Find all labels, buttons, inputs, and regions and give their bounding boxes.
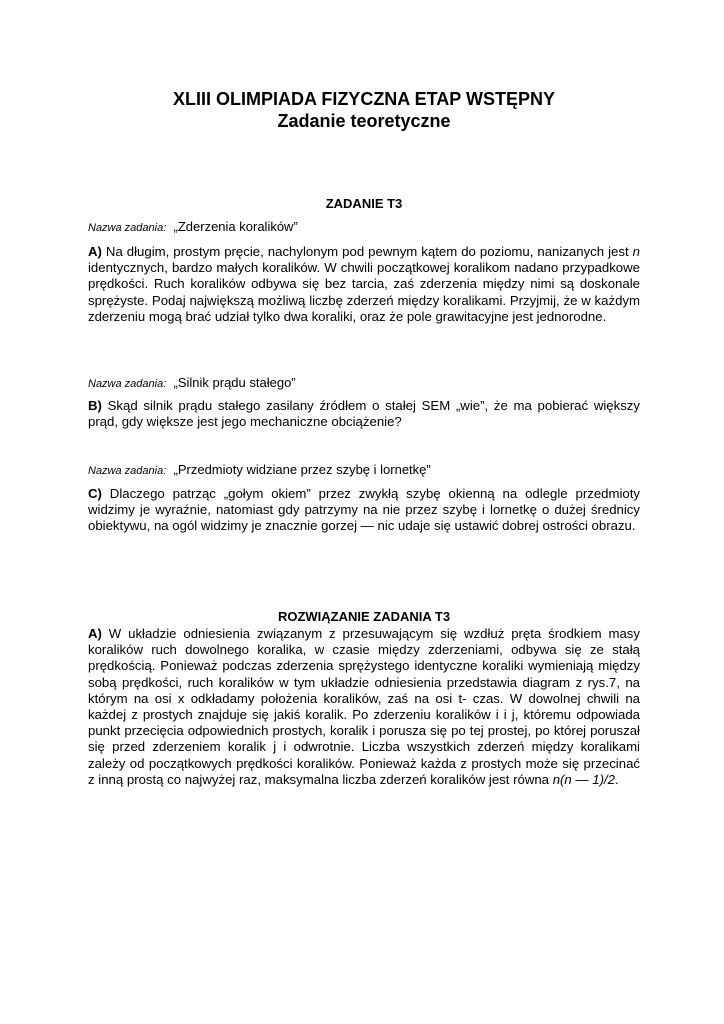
- task-text-b: [88, 398, 640, 430]
- task-name-value: „Zderzenia koralików”: [173, 219, 298, 234]
- task-name-value: „Przedmioty widziane przez szybę i lornetkę”: [173, 462, 431, 477]
- variable-n: n: [632, 244, 640, 259]
- title-line-1: XLIII OLIMPIADA FIZYCZNA ETAP WSTĘPNY: [172, 89, 555, 109]
- task-name-c: [88, 462, 640, 479]
- title-line-2: Zadanie teoretyczne: [277, 111, 451, 131]
- document-title: [88, 88, 640, 132]
- task-text-a: [88, 244, 640, 325]
- task-name-label: Nazwa zadania:: [88, 378, 167, 390]
- part-text-before: Na długim, prostym pręcie, nachylonym pod pewnym kątem do poziomu, nanizanych jest: [101, 244, 633, 259]
- task-name-value: „Silnik prądu stałego”: [173, 375, 296, 390]
- task-name-label: Nazwa zadania:: [88, 465, 167, 477]
- task-text-c: [88, 486, 640, 535]
- part-letter: B): [88, 398, 102, 413]
- part-letter: C): [88, 486, 102, 501]
- part-text: Skąd silnik prądu stałego zasilany źródłem o stałej SEM „wie”, że ma pobierać większy prąd, gdy większe jest jego mechaniczne obciążenie?: [88, 398, 640, 430]
- part-letter: A): [88, 244, 102, 259]
- part-text-after: identycznych, bardzo małych koralików. W chwili początkowej koralikom nadano przypadkowe prędkości. Ruch koralików odbywa się bez tarcia, zaś zderzenia między nimi są doskonale sprężyste. Podaj największą możliwą liczbę zderzeń między koralikami. Przyjmij, że w każdym zderzeniu mogą brać udział tylko dwa koraliki, oraz że pole grawitacyjne jest jednorodne.: [88, 260, 640, 324]
- task-name-a: [88, 219, 640, 236]
- task-name-b: [88, 375, 640, 392]
- solution-heading: ROZWIĄZANIE ZADANIA T3: [277, 609, 451, 624]
- solution-body: W układzie odniesienia związanym z przesuwającym się wzdłuż pręta środkiem masy koralików ruch dowolnego koralika, w czasie między zderzeniami, odbywa się ze stałą prędkością. Ponieważ podczas zderzenia sprężystego identyczne koraliki wymieniają między sobą prędkości, ruch koralików w tym układzie odniesienia przedstawia diagram z rys.7, na którym na osi x odkładamy położenia koralików, zaś na osi t- czas. W dowolnej chwili na każdej z prostych znajduje się jakiś koralik. Po zderzeniu koralików i i j, któremu odpowiada punkt przecięcia odpowiednich prostych, koralik i porusza się po tej prostej, po której poruszał się przed zderzeniem koralik j i odwrotnie. Liczba wszystkich zderzeń między koralikami zależy od początkowych prędkości koralików. Ponieważ każda z prostych może się przecinać z inną prostą co najwyżej raz, maksymalna liczba zderzeń koralików jest równa: [88, 626, 640, 787]
- task-name-label: Nazwa zadania:: [88, 222, 167, 234]
- solution-end: .: [615, 771, 619, 787]
- part-text: Dlaczego patrząc „gołym okiem” przez zwykłą szybę okienną na odlegle przedmioty widzimy je wyraźnie, natomiast gdy patrzymy na nie przez szybę i lornetkę o dużej średnicy obiektywu, na ogól widzimy je znacznie gorzej — nic udaje się ustawić dobrej ostrości obrazu.: [88, 486, 640, 534]
- solution-formula: n(n — 1)/2: [552, 771, 615, 787]
- task-heading: ZADANIE T3: [325, 196, 403, 211]
- solution-letter: A): [88, 626, 102, 641]
- solution-text: [88, 626, 640, 788]
